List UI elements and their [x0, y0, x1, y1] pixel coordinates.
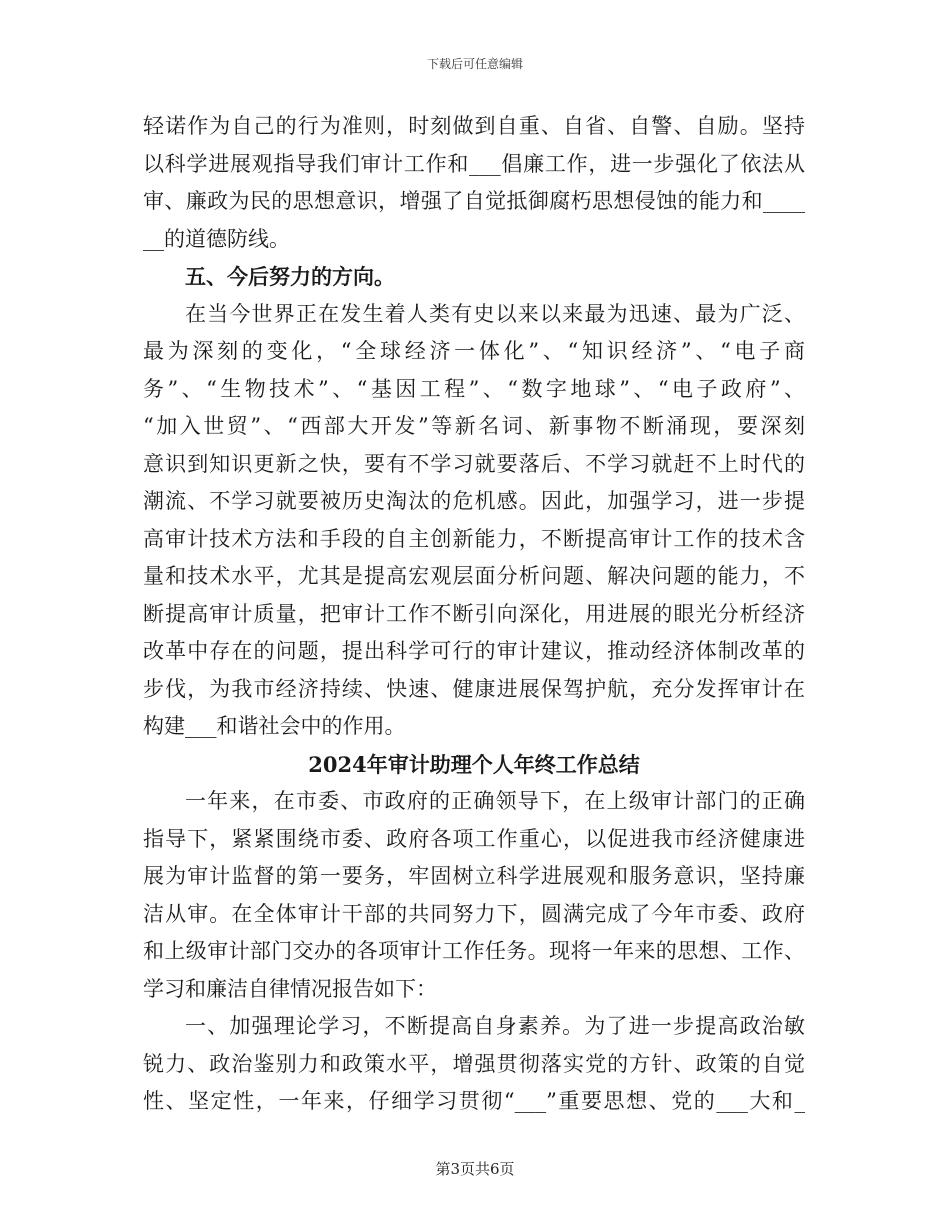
text-line: 洁从审。在全体审计干部的共同努力下，圆满完成了今年市委、政府 — [143, 901, 805, 926]
text-line: 一年来，在市委、市政府的正确领导下，在上级审计部门的正确 — [185, 789, 805, 813]
text-line: 以科学进展观指导我们审计工作和___倡廉工作，进一步强化了依法从 — [143, 151, 805, 176]
text-line: 性、坚定性，一年来，仔细学习贯彻“___”重要思想、党的___大和_ — [143, 1089, 805, 1113]
text-line: “加入世贸”、“西部大开发”等新名词、新事物不断涌现，要深刻 — [143, 414, 805, 438]
text-line: 审、廉政为民的思想意识，增强了自觉抵御腐朽思想侵蚀的能力和____ — [143, 189, 805, 213]
text-line: 指导下，紧紧围绕市委、政府各项工作重心，以促进我市经济健康进 — [143, 826, 805, 851]
document-title: 2024年审计助理个人年终工作总结 — [308, 751, 640, 777]
page-number-footer: 第3页共6页 — [435, 1160, 515, 1178]
text-line: 改革中存在的问题，提出科学可行的审计建议，推动经济体制改革的 — [143, 639, 805, 663]
text-line: 锐力、政治鉴别力和政策水平，增强贯彻落实党的方针、政策的自觉 — [143, 1051, 805, 1076]
text-line: 务”、“生物技术”、“基因工程”、“数字地球”、“电子政府”、 — [143, 376, 805, 401]
text-line: 展为审计监督的第一要务，牢固树立科学进展观和服务意识，坚持廉 — [143, 864, 805, 888]
text-line: 断提高审计质量，把审计工作不断引向深化，用进展的眼光分析经济 — [143, 601, 805, 626]
document-body — [143, 108, 805, 1121]
text-line: 潮流、不学习就要被历史淘汰的危机感。因此，加强学习，进一步提 — [143, 489, 805, 513]
text-line: 一、加强理论学习，不断提高自身素养。为了进一步提高政治敏 — [185, 1014, 805, 1038]
text-line: 在当今世界正在发生着人类有史以来以来最为迅速、最为广泛、 — [185, 301, 805, 326]
text-line: 步伐，为我市经济持续、快速、健康进展保驾护航，充分发挥审计在 — [143, 676, 805, 701]
text-line: 最为深刻的变化，“全球经济一体化”、“知识经济”、“电子商 — [143, 339, 805, 363]
text-line: 构建___和谐社会中的作用。 — [143, 714, 406, 738]
text-line: 和上级审计部门交办的各项审计工作任务。现将一年来的思想、工作、 — [143, 939, 805, 963]
section-heading: 五、今后努力的方向。 — [185, 264, 395, 289]
page-header-note: 下载后可任意编辑 — [426, 57, 523, 71]
text-line: __的道德防线。 — [143, 226, 290, 251]
text-line: 轻诺作为自己的行为准则，时刻做到自重、自省、自警、自励。坚持 — [143, 114, 805, 138]
text-line: 意识到知识更新之快，要有不学习就要落后、不学习就赶不上时代的 — [143, 451, 805, 476]
text-line: 高审计技术方法和手段的自主创新能力，不断提高审计工作的技术含 — [143, 526, 805, 551]
text-line: 学习和廉洁自律情况报告如下： — [143, 976, 437, 1001]
text-line: 量和技术水平，尤其是提高宏观层面分析问题、解决问题的能力，不 — [143, 564, 805, 588]
